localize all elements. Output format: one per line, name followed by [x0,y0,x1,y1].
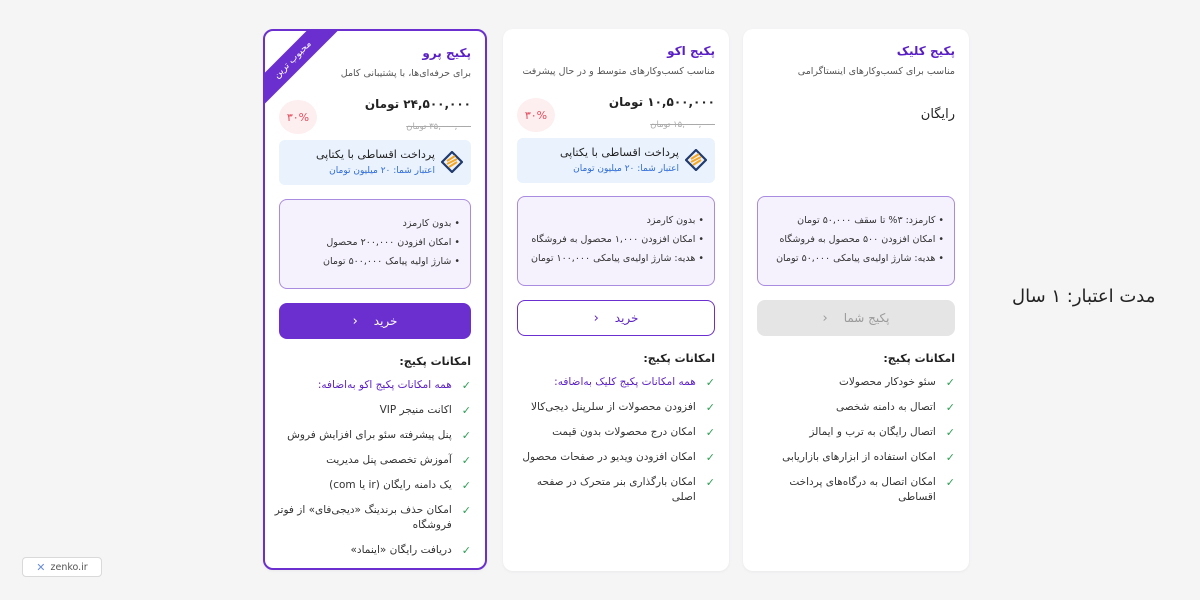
zenko-watermark [22,557,102,577]
amenity-label: امکان بارگذاری بنر متحرک در صفحه اصلی [536,476,696,503]
check-icon: ✓ [461,544,471,557]
old-price: ۱۵,۰۰۰,۰۰۰ تومان [650,120,715,130]
package-subtitle: مناسب کسب‌وکارهای متوسط و در حال پیشرفت [522,66,715,77]
amenity-item [273,378,471,393]
package-title: پکیج اکو [667,44,715,58]
amenities-title: امکانات پکیج: [399,355,471,368]
feature-item: • هدیه: شارژ اولیه‌ی پیامکی ۵۰,۰۰۰ تومان [764,249,944,268]
features-box [517,196,715,286]
check-icon: ✓ [705,451,715,464]
package-subtitle: مناسب برای کسب‌وکارهای اینستاگرامی [797,66,955,77]
amenity-item [751,450,955,465]
chevron-left-icon: ‹ [822,310,828,326]
buy-button[interactable] [517,300,715,336]
amenity-item [751,375,955,390]
check-icon: ✓ [461,454,471,467]
check-icon: ✓ [705,426,715,439]
amenity-label: اکانت منیجر VIP [379,404,452,416]
discount-badge: ۳۰% [279,100,317,134]
amenity-label: افزودن محصولات از سلرپنل دیجی‌کالا [531,401,696,413]
chevron-left-icon: ‹ [593,310,599,326]
button-label: خرید [373,314,398,328]
watermark-text: zenko.ir [50,561,88,573]
features-box [279,199,471,289]
check-icon: ✓ [705,401,715,414]
installment-title: پرداخت اقساطی با یکتاپی [315,148,435,161]
amenity-label: یک دامنه رایگان (ir یا com) [329,479,452,491]
check-icon: ✓ [945,426,955,439]
installment-box[interactable] [279,140,471,185]
check-icon: ✓ [945,376,955,389]
amenity-item [751,400,955,415]
popular-ribbon: محبوب ترین [263,29,343,110]
amenities-list [511,375,715,515]
validity-duration: مدت اعتبار: ۱ سال [1012,286,1156,307]
amenity-item [511,450,715,465]
chevron-left-icon: ‹ [352,313,358,329]
amenity-label: اتصال رایگان به ترب و ایمالز [809,426,936,438]
check-icon: ✓ [461,379,471,392]
installment-credit: اعتبار شما: ۲۰ میلیون تومان [573,164,679,174]
package-card-pro [263,29,487,570]
amenity-highlight: همه امکانات پکیج کلیک به‌اضافه: [554,376,696,388]
feature-item: • کارمزد: ۳% تا سقف ۵۰,۰۰۰ تومان [764,211,944,230]
amenity-label: امکان حذف برندینگ «دیجی‌فای» از فوتر فروشگاه [274,504,452,531]
old-price: ۳۵,۰۰۰,۰۰۰ تومان [406,122,471,132]
installment-credit: اعتبار شما: ۲۰ میلیون تومان [329,166,435,176]
discount-badge: ۳۰% [517,98,555,132]
package-card-click [743,29,969,571]
feature-item: • هدیه: شارژ اولیه‌ی پیامکی ۱۰۰,۰۰۰ تومان [524,249,704,268]
package-price: ۲۴,۵۰۰,۰۰۰ تومان [364,97,471,111]
check-icon: ✓ [461,404,471,417]
check-icon: ✓ [945,476,955,489]
amenity-item [751,475,955,505]
amenity-item [273,453,471,468]
button-label: پکیج شما [843,311,890,325]
package-price: ۱۰,۵۰۰,۰۰۰ تومان [608,95,715,109]
check-icon: ✓ [705,476,715,489]
amenities-list [751,375,955,515]
amenity-item [511,375,715,390]
amenity-highlight: همه امکانات پکیج اکو به‌اضافه: [317,379,452,391]
amenities-list [273,378,471,568]
current-package-button[interactable] [757,300,955,336]
amenity-label: امکان اتصال به درگاه‌های پرداخت اقساطی [789,476,936,503]
amenity-item [273,403,471,418]
check-icon: ✓ [705,376,715,389]
feature-item: • بدون کارمزد [286,214,460,233]
amenity-label: سئو خودکار محصولات [839,376,936,388]
amenity-label: امکان درج محصولات بدون قیمت [552,426,696,438]
package-subtitle: برای حرفه‌ای‌ها، با پشتیبانی کامل [340,68,471,79]
feature-item: • امکان افزودن ۲۰۰,۰۰۰ محصول [286,233,460,252]
feature-item: • بدون کارمزد [524,211,704,230]
check-icon: ✓ [461,429,471,442]
feature-item: • شارژ اولیه پیامک ۵۰۰,۰۰۰ تومان [286,252,460,271]
amenity-label: امکان افزودن ویدیو در صفحات محصول [522,451,696,463]
check-icon: ✓ [945,451,955,464]
amenity-label: پنل پیشرفته سئو برای افزایش فروش [287,429,452,441]
amenity-label: آموزش تخصصی پنل مدیریت [326,454,452,466]
feature-item: • امکان افزودن ۵۰۰ محصول به فروشگاه [764,230,944,249]
package-title: پکیج کلیک [896,44,955,58]
amenity-item [273,428,471,443]
amenity-item [273,478,471,493]
button-label: خرید [614,311,639,325]
package-price: رایگان [920,107,955,122]
installment-box[interactable] [517,138,715,183]
amenity-label: اتصال به دامنه شخصی [835,401,936,413]
package-title: پکیج پرو [422,46,471,60]
amenity-item [511,425,715,440]
amenity-item [273,543,471,558]
package-card-eco [503,29,729,571]
amenity-item [273,503,471,533]
zenko-logo-icon: ✕ [36,560,46,574]
check-icon: ✓ [461,504,471,517]
amenity-item [511,400,715,415]
buy-button[interactable] [279,303,471,339]
check-icon: ✓ [461,479,471,492]
amenities-title: امکانات پکیج: [643,352,715,365]
yektapay-logo-icon [685,149,707,171]
amenity-label: امکان استفاده از ابزارهای بازاریابی [782,451,936,463]
amenities-title: امکانات پکیج: [883,352,955,365]
features-box [757,196,955,286]
check-icon: ✓ [945,401,955,414]
amenity-item [511,475,715,505]
amenity-label: دریافت رایگان «اینماد» [350,544,452,556]
yektapay-logo-icon [441,151,463,173]
amenity-item [751,425,955,440]
feature-item: • امکان افزودن ۱,۰۰۰ محصول به فروشگاه [524,230,704,249]
installment-title: پرداخت اقساطی با یکتاپی [559,146,679,159]
